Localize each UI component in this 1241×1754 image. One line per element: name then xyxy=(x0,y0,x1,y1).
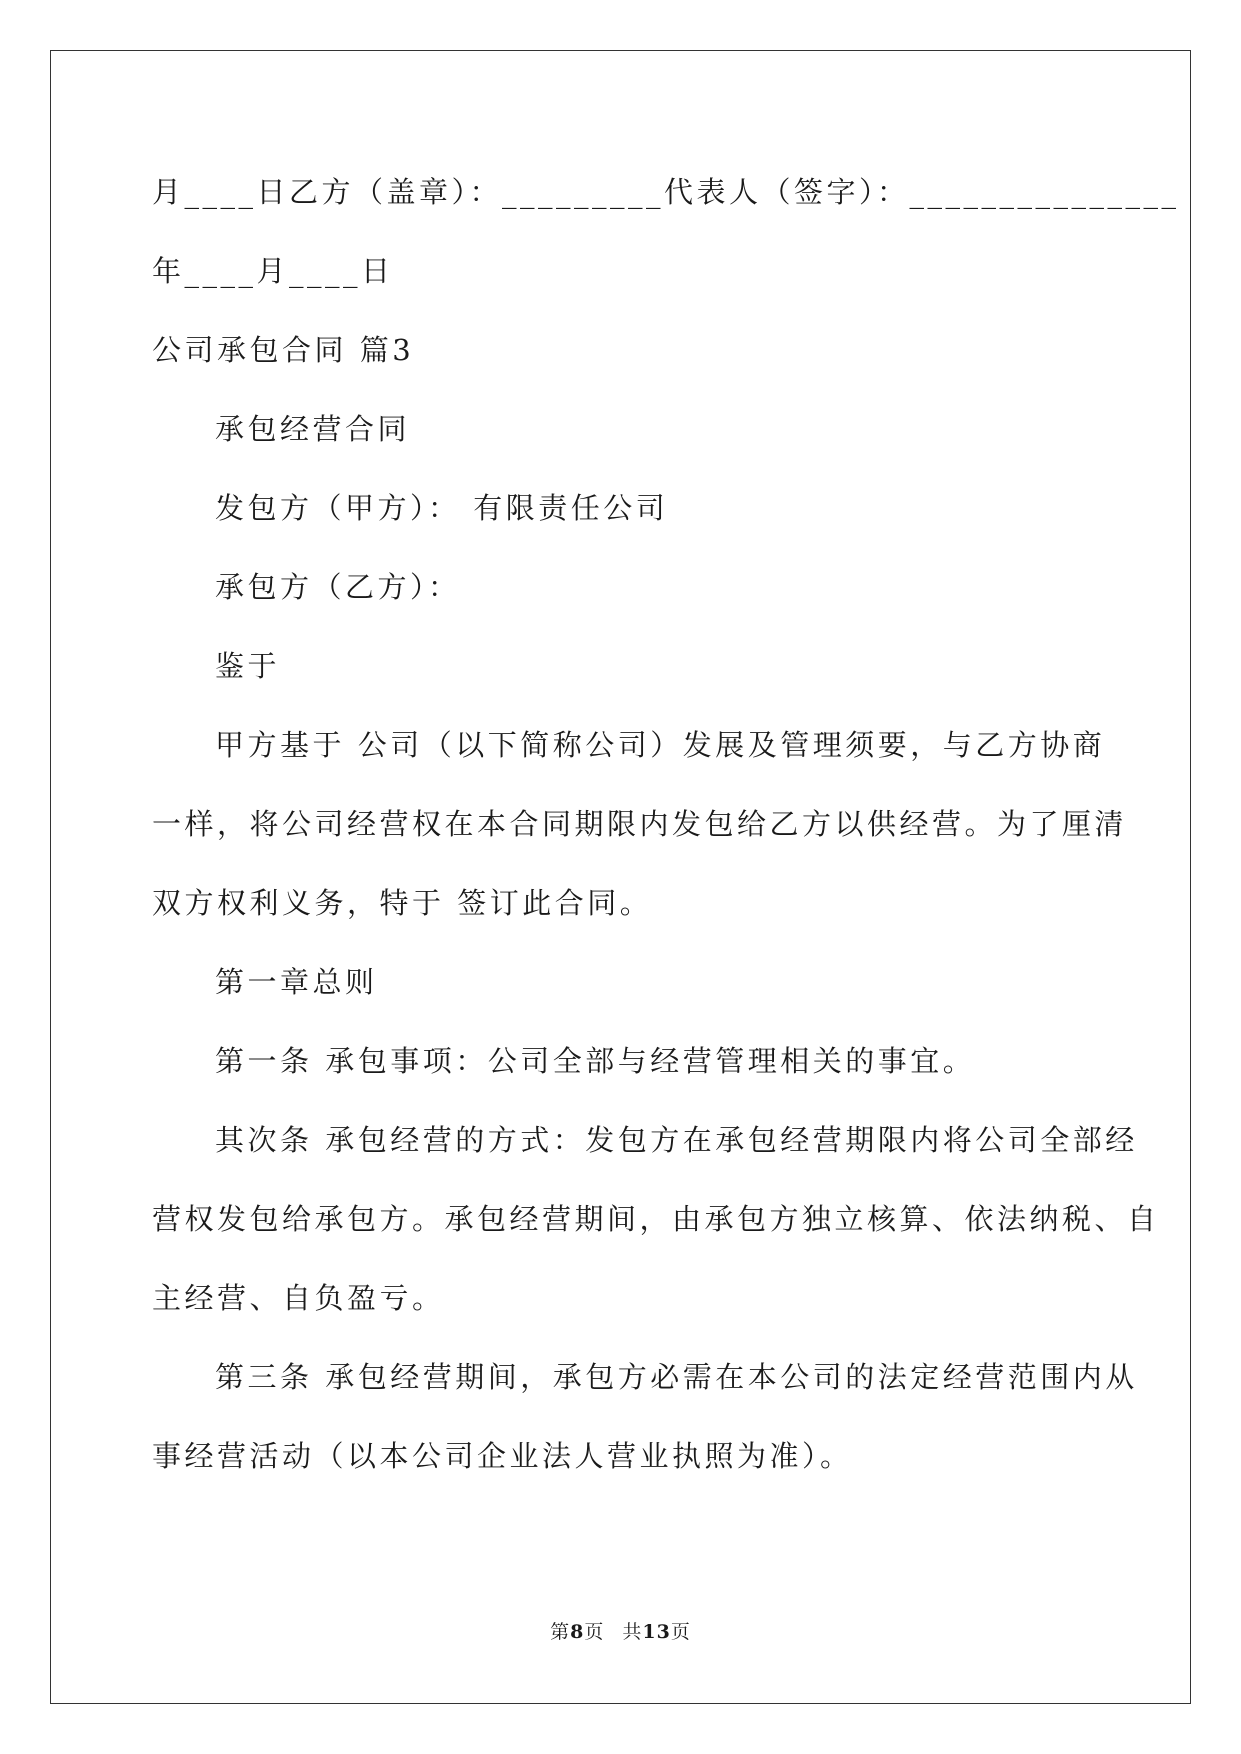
paragraph-line: 一样，将公司经营权在本合同期限内发包给乙方以供经营。为了厘清 xyxy=(152,807,1128,841)
chapter-heading: 第一章总则 xyxy=(215,965,378,999)
article-line: 事经营活动（以本公司企业法人营业执照为准）。 xyxy=(152,1439,853,1473)
contract-title: 承包经营合同 xyxy=(215,412,411,446)
paragraph-line: 双方权利义务，特于 签订此合同。 xyxy=(152,886,653,920)
party-a-line: 发包方（甲方）： 有限责任公司 xyxy=(215,491,669,525)
article-line: 第一条 承包事项：公司全部与经营管理相关的事宜。 xyxy=(215,1044,976,1078)
signature-date-line: 月____日乙方（盖章）：_________代表人（签字）：_______________ xyxy=(152,175,1180,209)
total-page-count: 13 xyxy=(642,1621,671,1643)
party-b-line: 承包方（乙方）： xyxy=(215,570,461,604)
article-line: 主经营、自负盈亏。 xyxy=(152,1281,445,1315)
page-suffix: 页 xyxy=(584,1621,605,1643)
current-page-number: 8 xyxy=(570,1621,585,1643)
paragraph-line: 甲方基于 公司（以下简称公司）发展及管理须要，与乙方协商 xyxy=(215,728,1106,762)
section-heading: 公司承包合同 篇3 xyxy=(152,333,415,367)
total-prefix: 共 xyxy=(622,1621,643,1643)
total-suffix: 页 xyxy=(670,1621,691,1643)
article-line: 营权发包给承包方。承包经营期间，由承包方独立核算、依法纳税、自 xyxy=(152,1202,1160,1236)
page-footer xyxy=(0,1617,1241,1644)
page-prefix: 第 xyxy=(550,1621,571,1643)
article-line: 其次条 承包经营的方式：发包方在承包经营期限内将公司全部经 xyxy=(215,1123,1138,1157)
article-line: 第三条 承包经营期间，承包方必需在本公司的法定经营范围内从 xyxy=(215,1360,1138,1394)
whereas-heading: 鉴于 xyxy=(215,649,281,683)
date-line: 年____月____日 xyxy=(152,254,394,288)
